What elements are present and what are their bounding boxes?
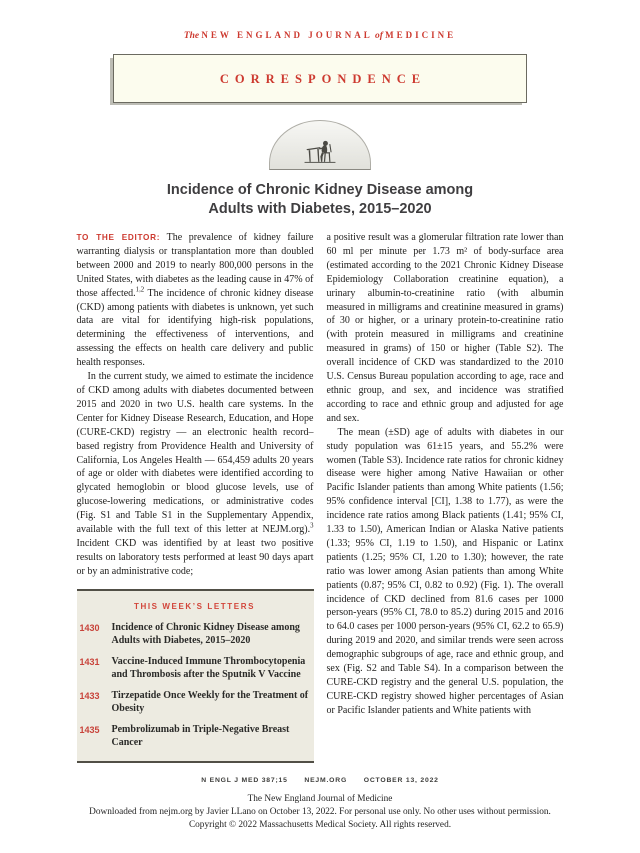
list-item: [80, 621, 310, 648]
citation-volume: N ENGL J MED 387;15: [201, 776, 288, 784]
article-title-line2: Adults with Diabetes, 2015–2020: [208, 201, 432, 217]
correspondence-emblem: [269, 120, 371, 170]
list-item: [80, 689, 310, 716]
list-item: [80, 655, 310, 682]
paragraph-4: The mean (±SD) age of adults with diabetes in our study population was 61±15 years, and 55.2% were women (Table S3). Incidence rate ratios for chronic kidney disease were higher among Native Hawaiian or other Pacific Islander patients than among White patients (1.56; 95% confidence interval [CI], 1.38 to 1.77), as were the incidence rate ratios among Black patients (1.41; 95% CI, 1.33 to 1.50), American Indian or Alaska Native patients (1.33; 95% CI, 1.19 to 1.50), and Hispanic or Latinx patients (1.25; 95% CI, 1.20 to 1.30); however, the rate ratio was lower among Asian patients than among White patients (0.87; 95% CI, 0.82 to 0.92) (Fig. 1). The overall incidence of CKD declined from 81.6 cases per 1000 person-years (95% CI, 78.0 to 85.2) during 2015 and 2016 to 64.0 cases per 1000 person-years (95% CI, 62.2 to 65.9) during 2019 and 2020, and similar trends were seen across demographic subgroups of age, race and ethnic group, and sex (Fig. S2 and Table S4). In a comparison between the CURE-CKD registry and the general U.S. population, the CURE-CKD registry showed higher percentages of Asian or Pacific Islander patients and White patients with: [326, 426, 564, 716]
left-column: [77, 231, 314, 763]
paragraph-1-text-b: The incidence of chronic kidney disease (CKD) among patients with diabetes is unknown, yet such data are vital for identifying high-risk populations, determining the effectiveness of interventions, and assessing the effects on health care delivery and public health responses.: [76, 287, 314, 369]
letter-title: Tirzepatide Once Weekly for the Treatment of Obesity: [111, 689, 309, 715]
footer-journal-name: The New England Journal of Medicine: [247, 793, 393, 804]
right-column: [327, 231, 564, 763]
reference-superscript-1-2: 1,2: [135, 286, 145, 294]
this-weeks-letters-box: [77, 589, 314, 763]
article-title: [0, 181, 640, 219]
section-label: CORRESPONDENCE: [219, 72, 427, 86]
journal-masthead: [0, 0, 640, 41]
citation-site: NEJM.ORG: [304, 776, 348, 784]
paragraph-1: [77, 231, 314, 370]
letter-page-number: 1430: [79, 622, 100, 633]
article-body: [77, 231, 564, 763]
article-title-line1: Incidence of Chronic Kidney Disease among: [166, 182, 474, 198]
letter-page-number: 1435: [79, 724, 100, 735]
letters-box-header: THIS WEEK’S LETTERS: [133, 601, 256, 611]
masthead-title-1: NEW ENGLAND JOURNAL: [201, 30, 373, 40]
masthead-of: of: [374, 31, 383, 41]
letter-title: Incidence of Chronic Kidney Disease among Adults with Diabetes, 2015–2020: [111, 621, 300, 647]
correspondence-banner: [113, 54, 527, 103]
masthead-title-2: MEDICINE: [385, 30, 457, 40]
paragraph-2: [77, 370, 314, 579]
masthead-the: The: [183, 31, 200, 41]
footer-download-line: Downloaded from nejm.org by Javier LLano on October 13, 2022. For personal use only. No other uses without permission.: [89, 806, 551, 817]
seated-writer-icon: [300, 137, 340, 165]
letter-page-number: 1431: [79, 656, 100, 667]
citation-date: OCTOBER 13, 2022: [363, 776, 439, 784]
paragraph-1-text-a: The prevalence of kidney failure warranting dialysis or transplantation more than doubled between 2000 and 2019 to nearly 800,000 persons in the United States, with diabetes as the leading cause in 47% of those affected.: [76, 232, 314, 299]
paragraph-2-text-b: Incident CKD was identified by at least two positive results on laboratory tests performed at least 90 days apart or by an administrative code;: [76, 537, 314, 577]
letter-page-number: 1433: [79, 690, 100, 701]
download-notice: [0, 793, 640, 832]
journal-citation-line: [0, 777, 640, 784]
paragraph-2-text-a: In the current study, we aimed to estimate the incidence of CKD among adults with diabetes documented between 2015 and 2020 in two U.S. health care systems. In the Center for Kidney Disease Research, Education, and Hope (CURE-CKD) registry — an electronic health record–based registry from Providence Health and University of California, Los Angeles Health — 654,459 adults 20 years of age or older with diabetes were identified according to glycated hemoglobin or blood glucose levels, use of glucose-lowering medications, or administrative codes (Fig. S1 and Table S1 in the Supplementary Appendix, available with the full text of this letter at NEJM.org).: [76, 371, 314, 536]
letter-title: Vaccine-Induced Immune Thrombocytopenia and Thrombosis after the Sputnik V Vaccine: [111, 655, 306, 681]
list-item: [80, 723, 310, 750]
paragraph-3: a positive result was a glomerular filtration rate lower than 60 ml per minute per 1.73 m² of body-surface area (estimated according to the 2021 Chronic Kidney Disease Epidemiology Collaboration creatinine equation), a urinary albumin-to-creatinine ratio (with albumin measured in milligrams and creatinine measured in grams) of 30 or higher, or a urinary protein-to-creatinine ratio (with protein measured in milligrams and creatinine measured in grams) of 150 or higher (Table S2). The overall incidence of CKD was standardized to the 2010 U.S. Census Bureau population according to age, race and ethnic group, and sex, and incidence was stratified according to race and ethnic group and adjusted for age and sex.: [326, 232, 564, 424]
letter-title: Pembrolizumab in Triple-Negative Breast Cancer: [111, 723, 290, 749]
reference-superscript-3: 3: [310, 522, 314, 530]
footer-copyright-line: Copyright © 2022 Massachusetts Medical Society. All rights reserved.: [188, 819, 452, 830]
to-the-editor-label: TO THE EDITOR:: [76, 233, 161, 242]
